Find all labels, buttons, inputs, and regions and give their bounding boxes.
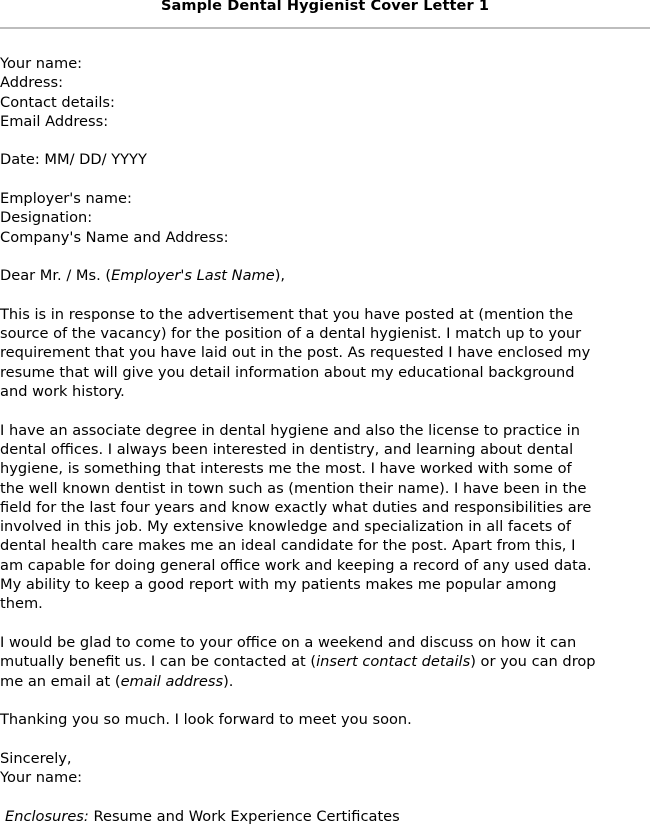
paragraph-line: requirement that you have laid out in the post. As requested I have enclosed my bbox=[0, 344, 591, 362]
spacer bbox=[0, 131, 650, 150]
salutation-prefix: Dear Mr. / Ms. ( bbox=[0, 267, 112, 285]
sender-block bbox=[0, 54, 650, 131]
spacer bbox=[0, 691, 650, 710]
employer-designation-label: Designation: bbox=[0, 209, 93, 227]
email-suffix: ). bbox=[223, 672, 234, 690]
employer-name-label: Employer's name: bbox=[0, 190, 132, 208]
sender-address-label: Address: bbox=[0, 74, 64, 92]
sender-contact-label: Contact details: bbox=[0, 93, 115, 111]
spacer bbox=[0, 787, 650, 806]
paragraph-line: the well known dentist in town such as (mention their name). I have been in the bbox=[0, 479, 587, 497]
page-title: Sample Dental Hygienist Cover Letter 1 bbox=[160, 0, 490, 14]
contact-suffix: ) or you can drop bbox=[470, 653, 596, 671]
sender-name-label: Your name: bbox=[0, 55, 83, 72]
paragraph-line: I have an associate degree in dental hygiene and also the license to practice in bbox=[0, 421, 580, 439]
paragraph-3 bbox=[0, 633, 650, 691]
title-divider bbox=[0, 27, 650, 29]
paragraph-line: am capable for doing general office work and keeping a record of any used data. bbox=[0, 556, 592, 574]
closing-block bbox=[0, 749, 650, 788]
spacer bbox=[0, 401, 650, 420]
paragraph-line: involved in this job. My extensive knowledge and specialization in all facets of bbox=[0, 518, 572, 536]
paragraph-line bbox=[0, 652, 650, 671]
paragraph-1 bbox=[0, 305, 650, 401]
paragraph-line: dental health care makes me an ideal candidate for the post. Apart from this, I bbox=[0, 537, 576, 555]
paragraph-line: field for the last four years and know exactly what duties and responsibilities are bbox=[0, 498, 592, 516]
paragraph-line: dental offices. I always been interested in dentistry, and learning about dental bbox=[0, 440, 574, 458]
sender-email-label: Email Address: bbox=[0, 112, 109, 130]
email-prefix: me an email at ( bbox=[0, 672, 121, 690]
paragraph-line: and work history. bbox=[0, 383, 125, 401]
employer-company-label: Company's Name and Address: bbox=[0, 228, 229, 246]
sign-off: Sincerely, bbox=[0, 749, 72, 767]
salutation-suffix: ), bbox=[274, 267, 286, 285]
spacer bbox=[0, 729, 650, 748]
paragraph-line: them. bbox=[0, 595, 43, 613]
paragraph-line: My ability to keep a good report with my patients makes me popular among bbox=[0, 576, 557, 594]
paragraph-line: This is in response to the advertisement that you have posted at (mention the bbox=[0, 305, 574, 323]
paragraph-line: resume that will give you detail information about my educational background bbox=[0, 363, 575, 381]
employer-block bbox=[0, 189, 650, 247]
paragraph-line: hygiene, is something that interests me the most. I have worked with some of bbox=[0, 460, 572, 478]
salutation bbox=[0, 266, 650, 285]
email-placeholder: email address bbox=[120, 672, 224, 690]
spacer bbox=[0, 170, 650, 189]
spacer bbox=[0, 286, 650, 305]
date-line: Date: MM/ DD/ YYYY bbox=[0, 151, 147, 169]
thanks-line: Thanking you so much. I look forward to meet you soon. bbox=[0, 711, 412, 729]
paragraph-line: source of the vacancy) for the position of a dental hygienist. I match up to your bbox=[0, 325, 582, 343]
letter-body bbox=[0, 54, 650, 826]
spacer bbox=[0, 614, 650, 633]
paragraph-2 bbox=[0, 421, 650, 614]
paragraph-line bbox=[0, 672, 650, 691]
spacer bbox=[0, 247, 650, 266]
contact-placeholder: insert contact details bbox=[316, 653, 471, 671]
contact-prefix: mutually benefit us. I can be contacted at ( bbox=[0, 653, 317, 671]
enclosures-label: Enclosures: bbox=[5, 807, 89, 825]
paragraph-line: I would be glad to come to your office on a weekend and discuss on how it can bbox=[0, 633, 577, 651]
salutation-placeholder: Employer's Last Name bbox=[111, 267, 275, 285]
enclosures-line bbox=[0, 807, 650, 826]
enclosures-text: Resume and Work Experience Certificates bbox=[88, 807, 400, 825]
closing-name-label: Your name: bbox=[0, 768, 83, 786]
